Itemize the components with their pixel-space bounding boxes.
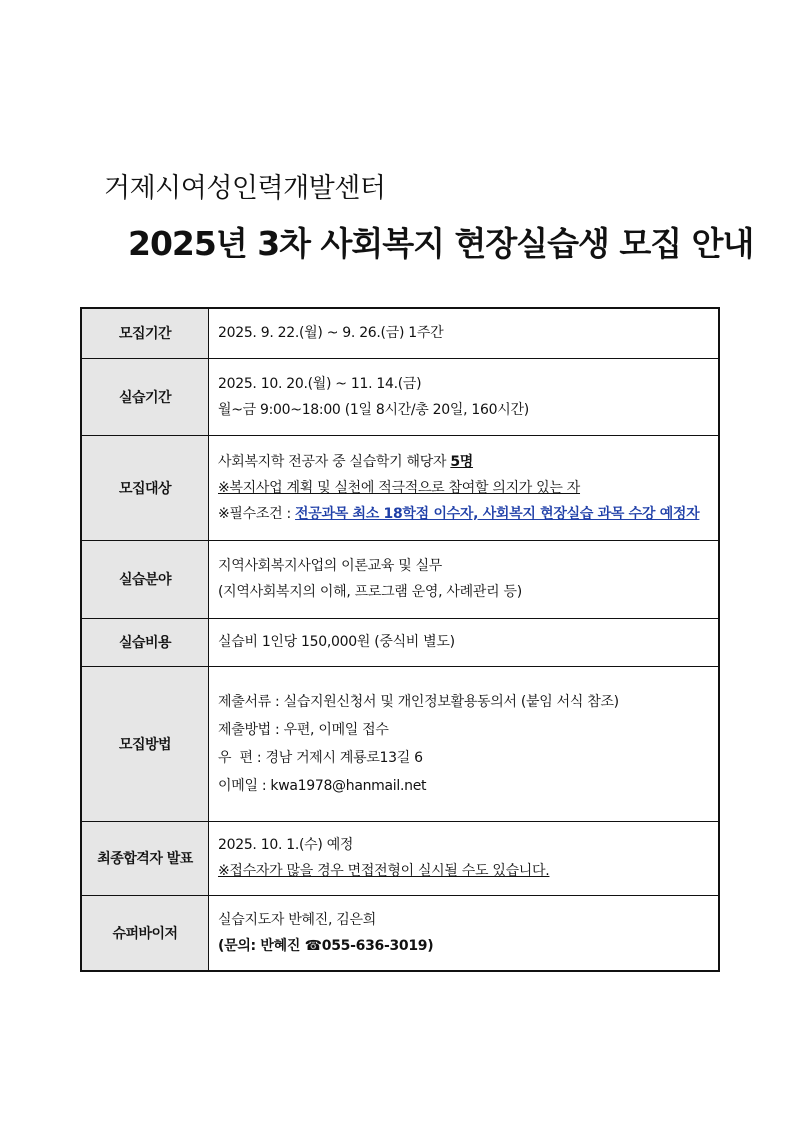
practice-period-hours: 월~금 9:00~18:00 (1일 8시간/총 20일, 160시간): [218, 401, 529, 418]
value-recruitment-method: [209, 666, 720, 821]
label-practice-period: 실습기간: [81, 358, 209, 435]
value-practice-period: [209, 358, 720, 435]
table-row: [81, 435, 719, 540]
document-title: 2025년 3차 사회복지 현장실습생 모집 안내: [128, 224, 754, 263]
label-supervisor: 슈퍼바이저: [81, 895, 209, 971]
value-recruitment-period: [209, 308, 720, 358]
table-row: [81, 666, 719, 821]
value-supervisor: [209, 895, 720, 971]
table-row: [81, 358, 719, 435]
table-row: [81, 821, 719, 895]
supervisor-names: 실습지도자 반혜진, 김은희: [218, 911, 376, 928]
label-recruitment-target: 모집대상: [81, 435, 209, 540]
requirement-condition: 전공과목 최소 18학점 이수자, 사회복지 현장실습 과목 수강 예정자: [295, 505, 700, 522]
method-email: 이메일 : kwa1978@hanmail.net: [218, 777, 427, 794]
target-count: 5명: [450, 453, 474, 470]
value-practice-cost: [209, 618, 720, 666]
target-requirement: [218, 501, 708, 527]
value-recruitment-target: [209, 435, 720, 540]
recruitment-period-dates: 2025. 9. 22.(월) ~ 9. 26.(금) 1주간: [218, 325, 444, 342]
organization-name: 거제시여성인력개발센터: [104, 173, 386, 204]
practice-period-dates: 2025. 10. 20.(월) ~ 11. 14.(금): [218, 375, 422, 392]
table-row: [81, 895, 719, 971]
label-recruitment-method: 모집방법: [81, 666, 209, 821]
label-final-announcement: 최종합격자 발표: [81, 821, 209, 895]
method-submission: 제출방법 : 우편, 이메일 접수: [218, 721, 389, 738]
method-documents: 제출서류 : 실습지원신청서 및 개인정보활용동의서 (붙임 서식 참조): [218, 693, 619, 710]
recruitment-info-table: [80, 307, 720, 972]
announcement-date: 2025. 10. 1.(수) 예정: [218, 837, 354, 853]
target-description: [218, 449, 708, 475]
announcement-note: ※접수자가 많을 경우 면접전형이 실시될 수도 있습니다.: [218, 863, 550, 879]
label-practice-cost: 실습비용: [81, 618, 209, 666]
label-practice-field: 실습분야: [81, 540, 209, 618]
supervisor-contact: (문의: 반혜진 ☎055-636-3019): [218, 937, 434, 954]
field-detail: (지역사회복지의 이해, 프로그램 운영, 사례관리 등): [218, 584, 522, 600]
value-final-announcement: [209, 821, 720, 895]
label-recruitment-period: 모집기간: [81, 308, 209, 358]
target-note: ※복지사업 계획 및 실천에 적극적으로 참여할 의지가 있는 자: [218, 479, 581, 496]
table-row: [81, 618, 719, 666]
field-main: 지역사회복지사업의 이론교육 및 실무: [218, 558, 443, 574]
requirement-prefix: ※필수조건 :: [218, 505, 296, 522]
cost-text: 실습비 1인당 150,000원 (중식비 별도): [218, 634, 455, 650]
table-row: [81, 308, 719, 358]
method-address: 우 편 : 경남 거제시 계룡로13길 6: [218, 749, 423, 766]
value-practice-field: [209, 540, 720, 618]
target-description-text: 사회복지학 전공자 중 실습학기 해당자: [218, 453, 451, 470]
table-row: [81, 540, 719, 618]
